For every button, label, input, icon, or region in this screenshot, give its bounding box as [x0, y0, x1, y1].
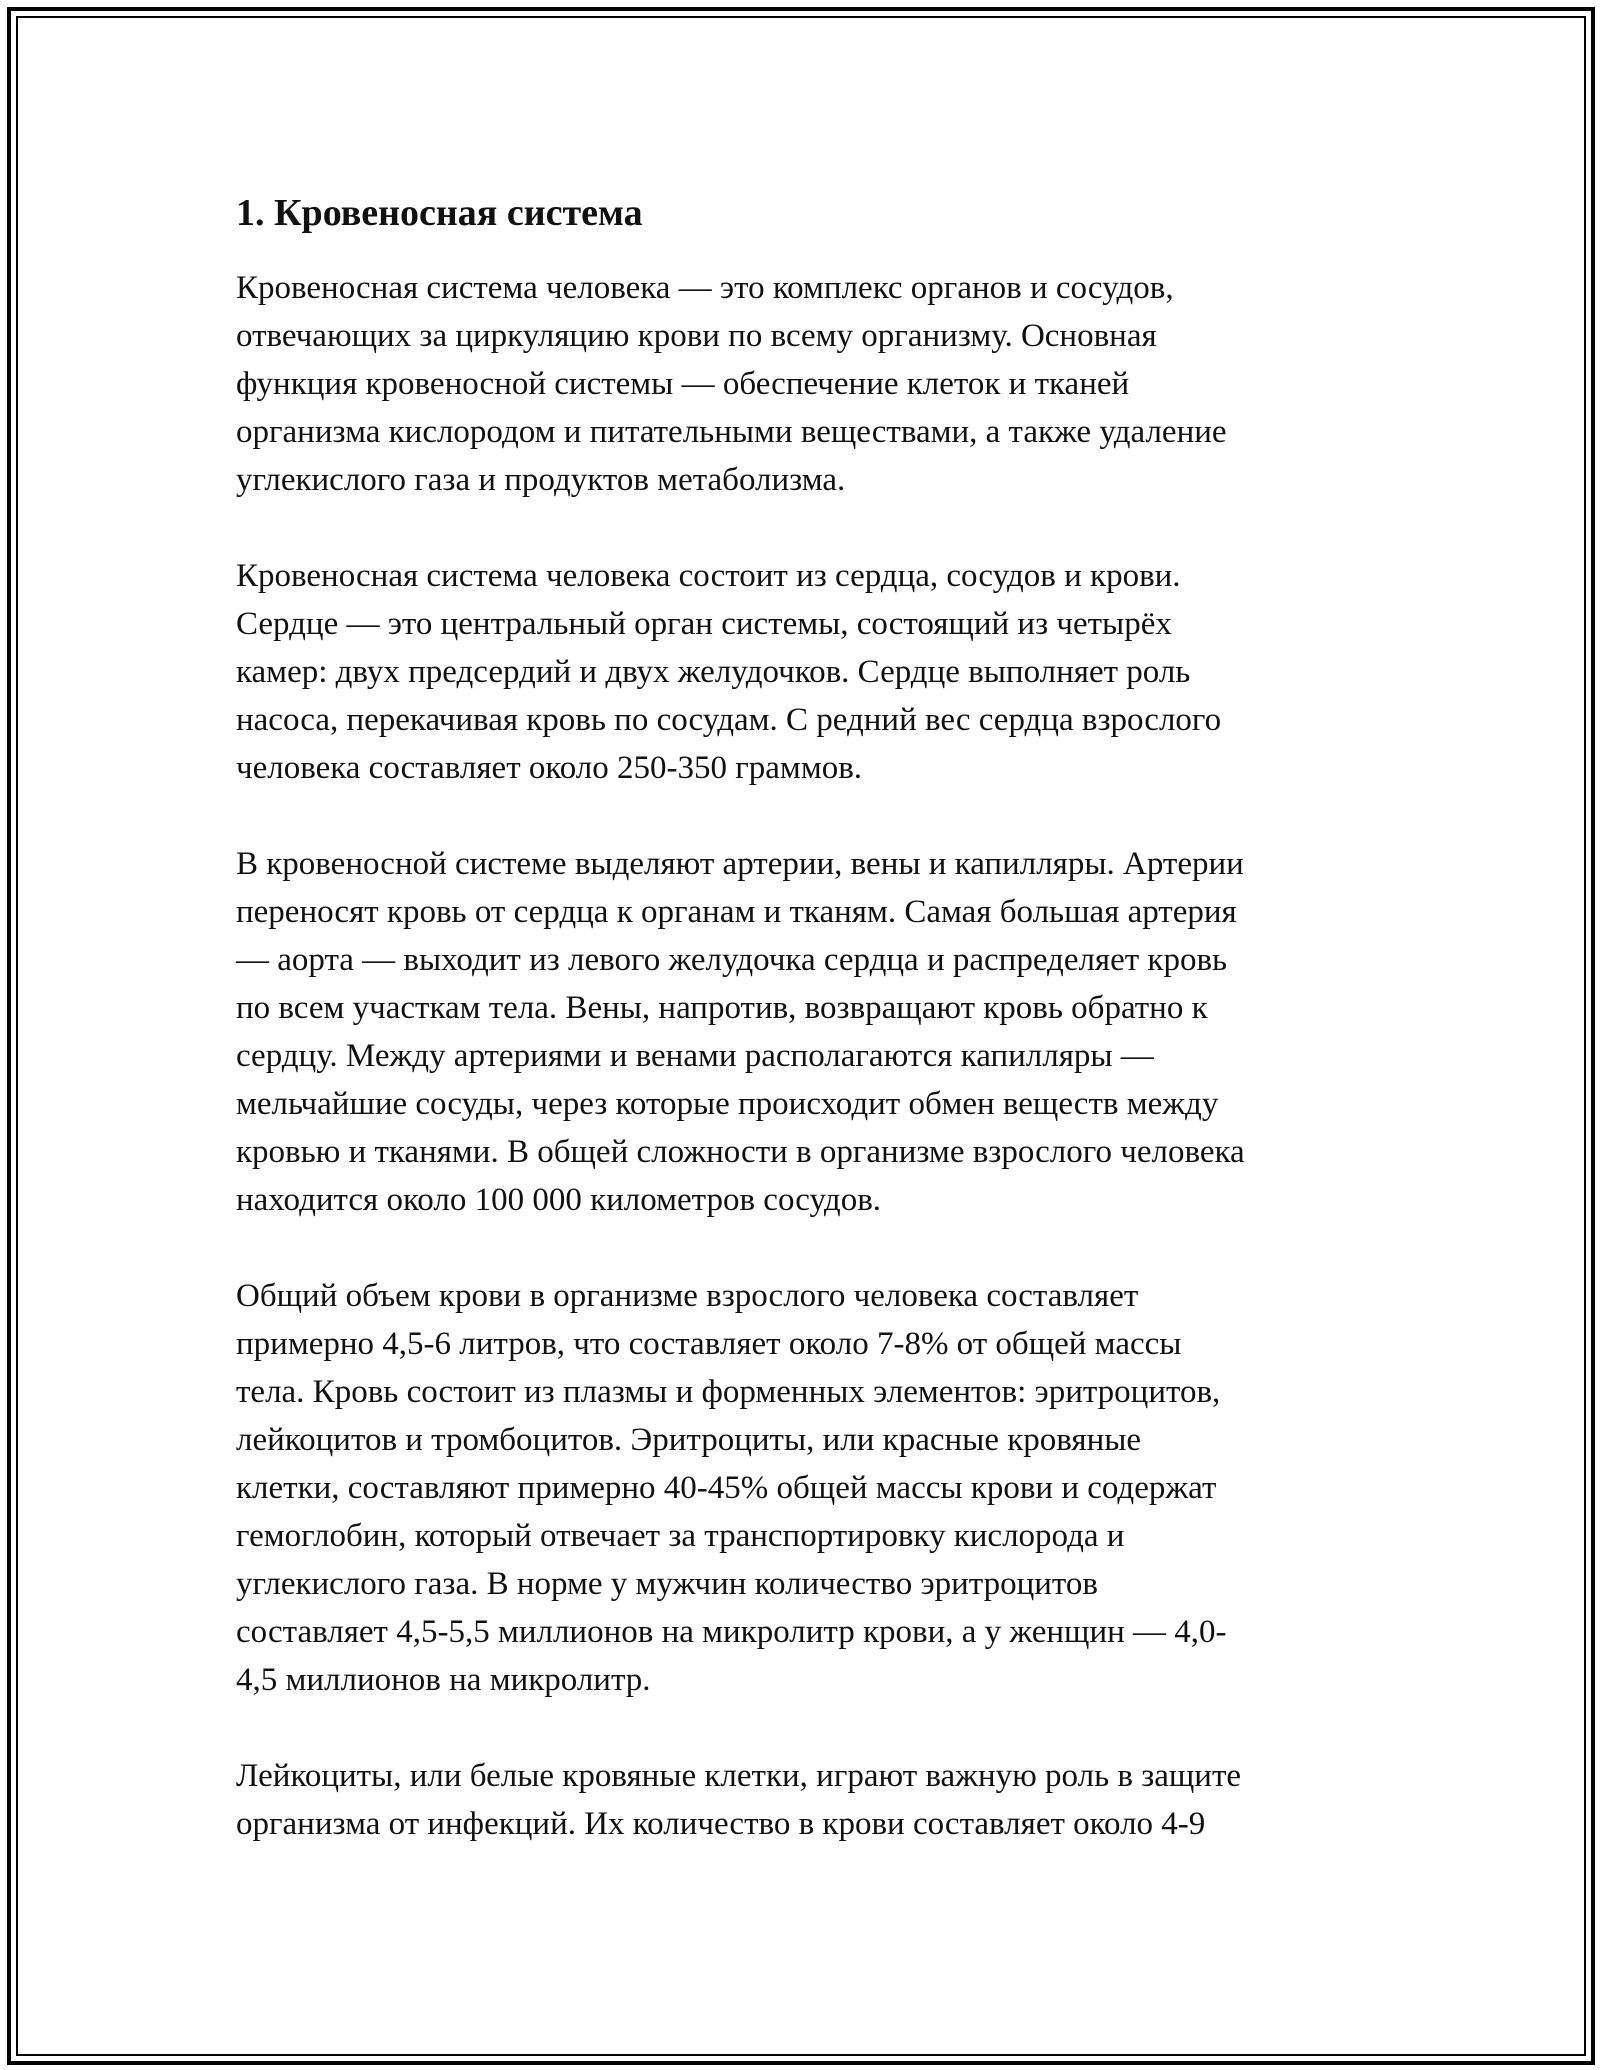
paragraph-list: [236, 264, 1366, 1848]
text-line: находится около 100 000 километров сосудов.: [236, 1182, 882, 1218]
paragraph: [236, 552, 1366, 792]
text-line: Сердце — это центральный орган системы, состоящий из четырёх: [236, 606, 1172, 642]
text-line: организма кислородом и питательными веществами, а также удаление: [236, 414, 1227, 450]
text-line: В кровеносной системе выделяют артерии, вены и капилляры. Артерии: [236, 846, 1244, 882]
text-line: насоса, перекачивая кровь по сосудам. С редний вес сердца взрослого: [236, 702, 1222, 738]
text-line: — аорта — выходит из левого желудочка сердца и распределяет кровь: [236, 942, 1228, 978]
text-line: человека составляет около 250-350 граммов.: [236, 750, 863, 786]
text-line: составляет 4,5-5,5 миллионов на микролитр крови, а у женщин — 4,0-: [236, 1614, 1227, 1650]
text-line: тела. Кровь состоит из плазмы и форменных элементов: эритроцитов,: [236, 1374, 1221, 1410]
text-line: Лейкоциты, или белые кровяные клетки, играют важную роль в защите: [236, 1758, 1242, 1794]
paragraph: [236, 840, 1366, 1224]
text-line: клетки, составляют примерно 40-45% общей массы крови и содержат: [236, 1470, 1217, 1506]
section-heading: 1. Кровеносная система: [236, 192, 643, 234]
text-line: Общий объем крови в организме взрослого человека составляет: [236, 1278, 1139, 1314]
text-line: организма от инфекций. Их количество в крови составляет около 4-9: [236, 1806, 1206, 1842]
text-line: примерно 4,5-6 литров, что составляет около 7-8% от общей массы: [236, 1326, 1182, 1362]
text-line: кровью и тканями. В общей сложности в организме взрослого человека: [236, 1134, 1245, 1170]
text-line: мельчайшие сосуды, через которые происходит обмен веществ между: [236, 1086, 1219, 1122]
text-line: 4,5 миллионов на микролитр.: [236, 1662, 651, 1698]
text-line: Кровеносная система человека — это комплекс органов и сосудов,: [236, 270, 1174, 306]
text-line: по всем участкам тела. Вены, напротив, возвращают кровь обратно к: [236, 990, 1208, 1026]
text-line: функция кровеносной системы — обеспечение клеток и тканей: [236, 366, 1130, 402]
text-line: углекислого газа. В норме у мужчин количество эритроцитов: [236, 1566, 1098, 1602]
paragraph: [236, 264, 1366, 504]
text-line: углекислого газа и продуктов метаболизма.: [236, 462, 846, 498]
text-line: переносят кровь от сердца к органам и тканям. Самая большая артерия: [236, 894, 1237, 930]
text-line: отвечающих за циркуляцию крови по всему организму. Основная: [236, 318, 1157, 354]
text-line: Кровеносная система человека состоит из сердца, сосудов и крови.: [236, 558, 1181, 594]
text-line: лейкоцитов и тромбоцитов. Эритроциты, или красные кровяные: [236, 1422, 1142, 1458]
paragraph: [236, 1272, 1366, 1704]
paragraph: [236, 1752, 1366, 1848]
text-line: сердцу. Между артериями и венами располагаются капилляры —: [236, 1038, 1154, 1074]
text-line: гемоглобин, который отвечает за транспортировку кислорода и: [236, 1518, 1125, 1554]
page-content: [236, 188, 1366, 1896]
text-line: камер: двух предсердий и двух желудочков. Сердце выполняет роль: [236, 654, 1191, 690]
